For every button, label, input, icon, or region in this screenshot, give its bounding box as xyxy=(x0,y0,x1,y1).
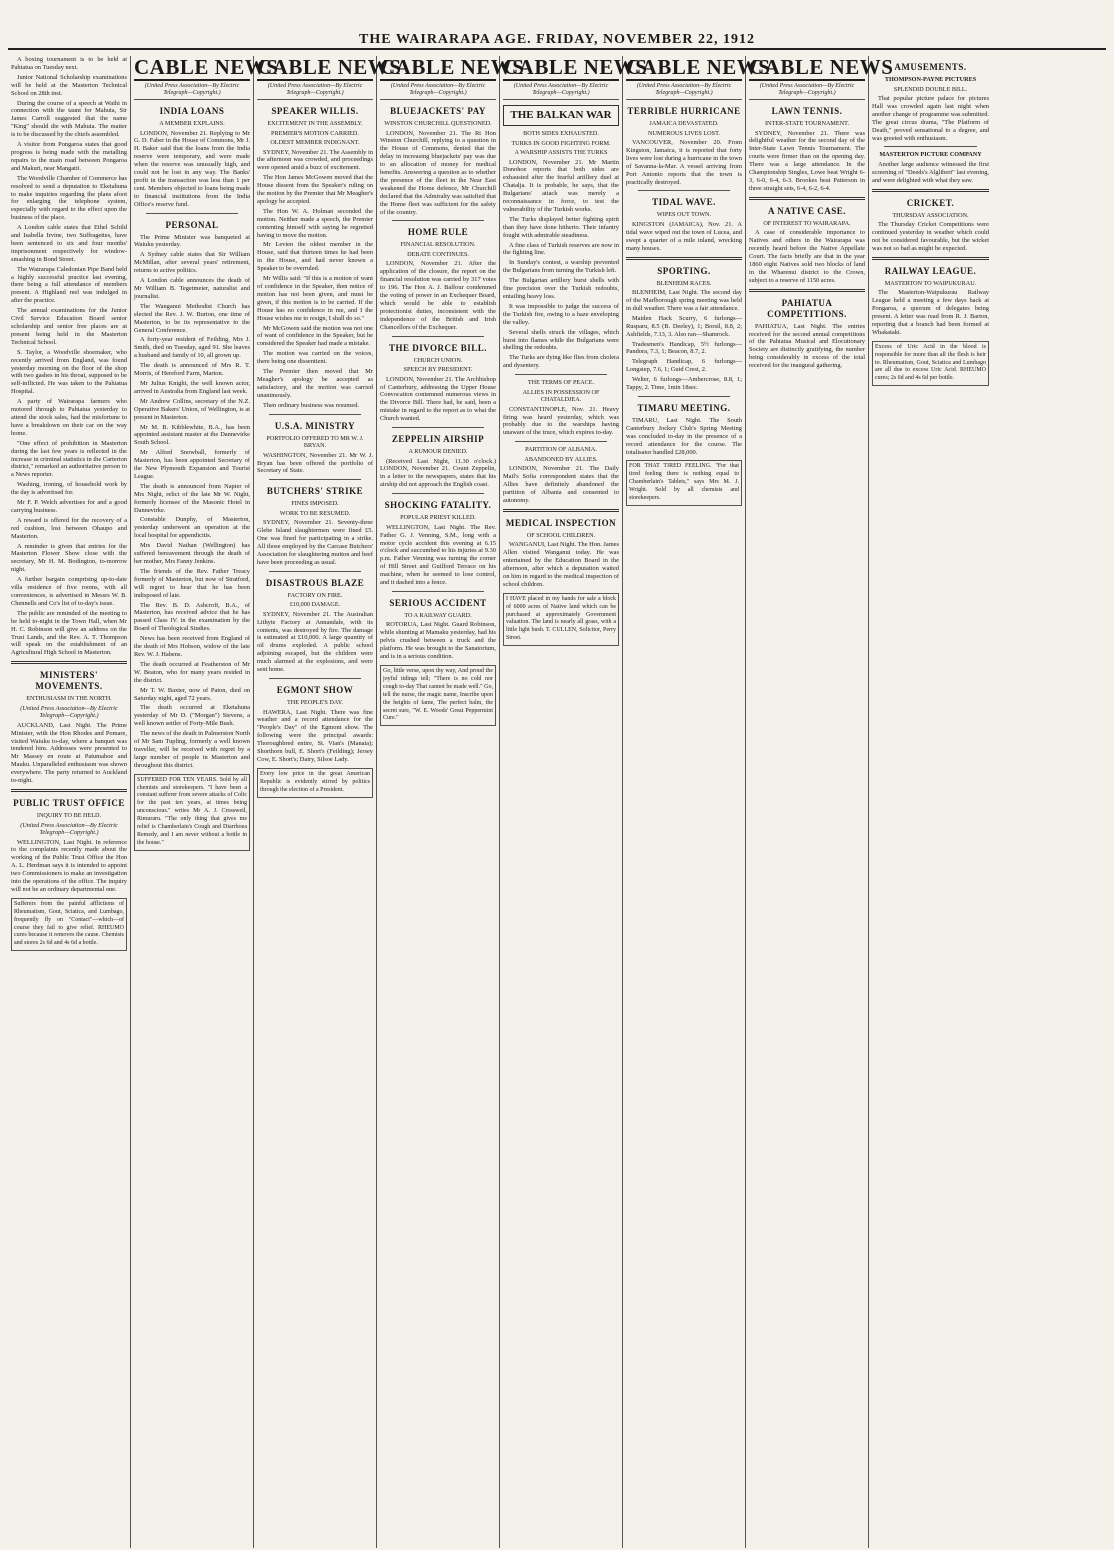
paragraph: Another large audience witnessed the first screening of "Deeds's Alglibert" last evening, and were delighted with what they saw. xyxy=(872,160,989,184)
paragraph: LONDON, November 21. Replying to Mr G. D. Faber in the House of Commons, Mr J. H. Baker said that the loans from the India reserve were temporary, and were made when the reserve was unusually high, and could not be lost in any way. The Banks' profit in the transaction was less than 1 per cent. Members objected to loans being made to financial institutions from the India Office's reserve fund. xyxy=(134,129,250,208)
paragraph: The Wairarapa Caledonian Pipe Band held a highly successful practice last evening, there being a full attendance of members present. A Highland reel was indulged in after the practice. xyxy=(11,265,127,305)
subhead: £10,000 DAMAGE. xyxy=(289,601,341,609)
subhead: JAMAICA DEVASTATED. xyxy=(649,120,719,127)
headline-public-trust: PUBLIC TRUST OFFICE xyxy=(13,798,125,808)
paragraph: Several shells struck the villages, which burst into flames while the Bulgarians were shelling the redoubts. xyxy=(503,328,619,352)
headline-usa-ministry: U.S.A. MINISTRY xyxy=(274,420,356,431)
paragraph: KINGSTON (JAMAICA), Nov. 21. A tidal wave wiped out the town of Lucea, and swept a quarter of a mile inland, wrecking many houses. xyxy=(626,220,742,252)
paragraph: SYDNEY, November 21. Seventy-three Glebe Island slaughtermen were fined £5. One was fined for participating in a strike. All those employed by the Carcase Butchers' Association for slaughtering mutton and beef have been proceeding as usual. xyxy=(257,519,373,566)
paragraph: The motion was carried on the voices, there being one dissentient. xyxy=(257,350,373,366)
divider xyxy=(269,678,361,679)
headline-serious-accident: SERIOUS ACCIDENT xyxy=(389,597,487,608)
masthead-title: THE WAIRARAPA AGE. FRIDAY, NOVEMBER 22, 1912 xyxy=(359,32,755,47)
subhead: BLENHEIM RACES. xyxy=(656,279,712,287)
paragraph: A forty-year resident of Feilding, Mrs J. Smith, died on Tuesday, aged 91. She leaves a husband and family of 10, all grown up. xyxy=(134,336,250,360)
paragraph: PAHIATUA, Last Night. The entries received for the second annual competitions of the Pahiatua Musical and Elocutionary Society are distinctly gratifying, the number being considerably in excess of the total received for the inaugural gathering. xyxy=(749,322,865,370)
divider xyxy=(884,146,977,147)
cable-news-banner: CABLE NEWS xyxy=(134,55,279,79)
paragraph: The death occurred at Eketahuna yesterday of Mr D. ("Morgan") Stevens, a well known settler of Forty-Mile Bush. xyxy=(134,704,250,728)
subhead: TO A RAILWAY GUARD. xyxy=(404,611,472,619)
paragraph: The Turks displayed better fighting spirit than they have done hitherto. Their infantry fought with admirable steadiness. xyxy=(503,215,619,239)
column-8 xyxy=(869,56,992,1548)
paragraph: ROTORUA, Last Night. Guard Robinson, while shunting at Mamaku yesterday, had his pelvis crushed between a truck and the platform. He was brought to the Sanatorium, and is in a serious condition. xyxy=(380,621,496,661)
divider xyxy=(269,571,361,572)
paragraph: In Sunday's contest, a warship prevented the Bulgarians from turning the Turkish left. xyxy=(503,259,619,275)
paragraph: Mr M. B. Kibblewhite, B.A., has been appointed assistant master at the Dannevirke South School. xyxy=(134,423,250,447)
paragraph: Junior National Scholarship examinations will be held at the Masterton Technical School on 28th inst. xyxy=(11,73,127,97)
paragraph: The friends of the Rev. Father Treacy formerly of Masterton, but now of Stratford, will regret to hear that he has been indisposed of late. xyxy=(134,567,250,599)
headline-text: THE BALKAN WAR xyxy=(510,109,612,121)
paragraph: The Premier then moved that Mr Meagher's apology be accepted as satisfactory, and the motion was carried unanimously. xyxy=(257,368,373,399)
subhead: ENTHUSIASM IN THE NORTH. xyxy=(26,695,112,703)
paragraph: Washing, ironing, of household work by the day is advertised for. xyxy=(11,481,127,497)
paragraph: Welter, 6 furlongs—Ambercrose, 8.8, 1; Tappy, 2. Time, 1min 18sec. xyxy=(626,376,742,392)
subhead: THOMPSON-PAYNE PICTURES xyxy=(884,76,977,83)
paragraph: Mr Willis said: "If this is a motion of want of confidence in the Speaker, then notice of motion has not been given, and must be given, if this motion is to be carried. If the House has no confidence in me, and I the House wishes me to resign, I shall do so." xyxy=(257,275,373,322)
subhead: DEBATE CONTINUES. xyxy=(407,250,469,258)
cable-news-banner: CABLE NEWS xyxy=(749,55,894,79)
paragraph: Maiden Hack Scurry, 6 furlongs—Rusparu, 8.5 (B. Deeley), 1; Borsil, 8.8, 2; Ashfields, 7.13, 3. Also ran—Shamrock. xyxy=(626,314,742,338)
subhead: WINSTON CHURCHILL QUESTIONED. xyxy=(384,120,492,127)
headline-bluejackets-pay: BLUEJACKETS' PAY xyxy=(390,106,486,116)
subhead: WORK TO BE RESUMED. xyxy=(279,509,351,517)
paragraph: A reminder is given that entries for the Masterton Flower Show close with the secretary, Mr H. M. Bodington, to-morrow night. xyxy=(11,542,127,574)
subhead: FINANCIAL RESOLUTION. xyxy=(400,241,476,249)
advertisement: Go, little verse, upon thy way, And proud the joyful tidings tell; "There is no cold nor cough to-day That cannot be made well." Go, tell the nurse, the magic name, Inscribe upon the heights of fame, The perfect balm, the secret sure, "W. E. Woods' Great Peppermint Cure." xyxy=(380,665,496,726)
paragraph: The Turks are dying like flies from cholera and dysentery. xyxy=(503,354,619,370)
headline-timaru-meeting: TIMARU MEETING. xyxy=(637,402,731,413)
divider xyxy=(269,414,361,415)
paragraph: TIMARU, Last Night. The South Canterbury Jockey Club's Spring Meeting was concluded to-day in the presence of a record attendance for the course. The totalisator handled £28,000. xyxy=(626,416,742,456)
paragraph: Telegraph Handicap, 6 furlongs—Longstep, 7.6, 1; Guid Crest, 2. xyxy=(626,358,742,374)
paragraph: Mr Julius Knight, the well known actor, arrived in Australia from England last week. xyxy=(134,379,250,395)
credit-line: (United Press Association—By Electric Telegraph—Copyright.) xyxy=(380,83,496,100)
subhead: BOTH SIDES EXHAUSTED. xyxy=(523,130,599,137)
subhead: SPEECH BY PRESIDENT. xyxy=(403,366,473,374)
divider xyxy=(146,213,238,214)
paragraph: A fine class of Turkish reserves are now in the fighting line. xyxy=(503,241,619,257)
advertisement: Every low price in the great American Republic is evidently stirred by politics through the election of a President. xyxy=(257,768,373,798)
credit-line: (United Press Association—By Electric Telegraph—Copyright.) xyxy=(749,83,865,100)
paragraph: SYDNEY, November 21. The Assembly in the afternoon was crowded, and proceedings were opened amid a buzz of excitement. xyxy=(257,148,373,172)
paragraph: It was impossible to judge the success of the Turkish fire, owing to a haze enveloping the valley. xyxy=(503,302,619,326)
headline-terrible-hurricane: TERRIBLE HURRICANE xyxy=(627,106,741,116)
paragraph: LONDON, November 21. The Daily Mail's Sofia correspondent states that the Allies have definitely abandoned the partition of Albania and consented to autonomy. xyxy=(503,465,619,504)
paragraph: LONDON, November 21. Mr Martin Donohoe reports that both sides are exhausted after the fearful artillery duel at Chatalja. It is probable, he says, that the Bulgarians' attack was merely a reconnaissance in force, to test the vulnerability of the Turkish works. xyxy=(503,158,619,213)
paragraph: LONDON, November 21. After the application of the closure, the report on the financial resolution was carried by 317 votes to 196. The Hon A. J. Balfour condemned the voting of power in an Exchequer Board, which would be able to establish protectionist duties, inconsistent with the independence of the British and Irish Chancellors of the Exchequer. xyxy=(380,260,496,331)
headline-speaker-willis: SPEAKER WILLIS. xyxy=(271,106,359,116)
subhead: EXCITEMENT IN THE ASSEMBLY. xyxy=(267,120,363,127)
paragraph: Then ordinary business was resumed. xyxy=(263,401,360,409)
paragraph: The death is announced from Napier of Mrs Night, relict of the late Mr W. Night, formerly licensee of the Masonic Hotel in Dannevirke. xyxy=(134,482,250,514)
paragraph: "One effect of prohibition in Masterton during the last few years is reflected in the increase in criminal statistics in the Carterton district," remarked an authoritative person to a News reporter. xyxy=(11,439,127,479)
subhead: PARTITION OF ALBANIA. xyxy=(525,446,597,454)
divider xyxy=(638,190,730,191)
paragraph: The Woodville Chamber of Commerce has resolved to send a deputation to Eketahuna to make inquiries regarding the plans afoot for enlarging the telephone system, especially with regard to the effect upon the business of the place. xyxy=(11,174,127,222)
credit-line: (United Press Association—By Electric Telegraph—Copyright.) xyxy=(20,821,118,836)
paragraph: The public are reminded of the meeting to be held to-night in the Town Hall, when Mr H. C. Robinson will give an address on the Trust Lands, and the Rev. A. T. Thompson will speak on the establishment of an Agricultural High School in Masterton. xyxy=(11,609,127,657)
advertisement: SUFFERED FOR TEN YEARS. Sold by all chemists and storekeepers. "I have been a constant sufferer from severe attacks of Colic for the past ten years, at times being unconscious." writes Mr A. J. Crossweil, Rimuraru. "The only thing that gives me relief is Chamberlain's Cough and Diarrhoea Remedy, and I am never without a bottle in the house." xyxy=(134,774,250,851)
cable-news-banner: CABLE NEWS xyxy=(626,55,771,79)
paragraph: Mr McGowen said the motion was not one of want of confidence in the Speaker, but he considered the Speaker had made a mistake. xyxy=(257,324,373,348)
credit-line: (United Press Association—By Electric Telegraph—Copyright.) xyxy=(626,83,742,100)
headline-lawn-tennis: LAWN TENNIS. xyxy=(771,106,843,116)
divider xyxy=(11,789,127,792)
divider xyxy=(626,257,742,260)
paragraph: The Wanganui Methodist Church has elected the Rev. J. W. Burton, one time of Masterton, to be its representative to the General Conference. xyxy=(134,302,250,334)
headline-personal: PERSONAL xyxy=(165,219,219,230)
paragraph: Mr Alfred Snowball, formerly of Masterton, has been appointed Secretary of the New Plymouth Expansion and Tourist League. xyxy=(134,449,250,480)
divider xyxy=(392,493,484,494)
paragraph: A party of Wairarapa farmers who motored through to Pahiatua yesterday to attend the stock sales, had the misfortune to have a breakdown on their car on the way home. xyxy=(11,398,127,437)
subhead: THURSDAY ASSOCIATION. xyxy=(892,211,969,219)
subhead: PREMIER'S MOTION CARRIED. xyxy=(271,129,359,137)
subhead: A WARSHIP ASSISTS THE TURKS xyxy=(514,149,608,156)
headline-zeppelin: ZEPPELIN AIRSHIP xyxy=(391,434,485,445)
subhead: NUMEROUS LIVES LOST. xyxy=(648,129,720,137)
paragraph: During the course of a speech at Waihi in connection with the taunt for Mahuta, Sir James Carroll suggested that the name "King" should die with Mahuta. The matter is to be discussed by the chiefs assembled. xyxy=(11,99,127,139)
advertisement: I HAVE placed in my hands for sale a block of 6000 acres of Native land which can be purchased at approximately Government valuation. The land is nearly all grass, with a little light bush. T. CULLEN, Solicitor, Perry Street. xyxy=(503,593,619,646)
paragraph: SYDNEY, November 21. The Australian Lithyte Factory at Annandale, with its contents, was destroyed by fire. The damage is estimated at £10,000. A large quantity of oil drums exploded. A public school adjoining escaped, but the children were much alarmed at the explosions, and were sent home. xyxy=(257,610,373,674)
paragraph: The Masterton-Waipukurau Railway League held a meeting a few days back at Pongaroa, a quorum of delegates being present. A letter was read from R. J. Barton, reporting that a branch had been formed at Whakataki. xyxy=(872,289,989,336)
divider xyxy=(503,509,619,512)
subhead: SPLENDID DOUBLE BILL. xyxy=(893,85,968,93)
subhead: CHURCH UNION. xyxy=(413,356,463,364)
paragraph: Mr Andrew Collins, secretary of the N.Z. Operative Bakers' Union, of Wellington, is at present in Masterton. xyxy=(134,397,250,421)
paragraph: Mrs David Nathan (Wellington) has suffered bereavement through the death of her mother, Mrs Fanny Jenkins. xyxy=(134,542,250,565)
divider xyxy=(872,257,989,260)
divider xyxy=(269,479,361,480)
column-2 xyxy=(131,55,279,1548)
column-7 xyxy=(746,55,894,1548)
column-1 xyxy=(8,56,131,1548)
paragraph: WELLINGTON, Last Night. In reference to the complaints recently made about the working of the Public Trust Office the Hon A. L. Herdman says it is intended to appoint two Commissioners to make an investigation into the operations of the office. The inquiry will not be an ordinary departmental one. xyxy=(11,838,127,893)
headline-cricket: CRICKET. xyxy=(906,197,955,208)
headline-tidal-wave: TIDAL WAVE. xyxy=(652,197,716,208)
subhead: THE TERMS OF PEACE. xyxy=(527,379,595,387)
paragraph: News has been received from England of the death of Mrs Hobson, widow of the late Rev. W. J. Habens. xyxy=(134,635,250,658)
headline-balkan-war xyxy=(503,105,619,126)
paragraph: The Hon James McGowen moved that the House dissent from the Speaker's ruling on the motion by the Premier that Mr Meagher's apology be accepted. xyxy=(257,174,373,205)
headline-egmont-show: EGMONT SHOW xyxy=(276,685,354,695)
paragraph: A visitor from Pongaroa states that good progress is being made with the metalling repairs to the main road between Pongaroa and Makuri, near Mangatii. xyxy=(11,141,127,172)
paragraph: VANCOUVER, November 20. From Kingston, Jamaica, it is reported that forty lives were lost during a hurricane in the town of Savanna-la-Mar. A vessel arriving from Port Antonio reports that the town is practically destroyed. xyxy=(626,139,742,186)
headline-ministers: MINISTERS' MOVEMENTS. xyxy=(35,670,103,692)
divider xyxy=(515,441,607,442)
paragraph: Tradesmen's Handicap, 5½ furlongs—Pandora, 7.3, 1; Beacon, 8.7, 2. xyxy=(626,340,742,356)
subhead: A RUMOUR DENIED. xyxy=(408,448,468,456)
paragraph: LONDON, November 21. The Archbishop of Canterbury, addressing the Upper House Convocation contemned numerous views in the Divorce Bill. There had, he said, been a mistake in regard to the report as to what the Church wanted. xyxy=(380,375,496,423)
paragraph: CONSTANTINOPLE, Nov. 21. Heavy firing was heard yesterday, which was probably due to the warships having unaware of the truce, which expires to-day. xyxy=(503,405,619,437)
headline-native-case: A NATIVE CASE. xyxy=(767,205,847,216)
divider xyxy=(515,374,607,375)
divider xyxy=(392,220,484,221)
paragraph: That popular picture palace for pictures Hall was crowded again last night when another change of programme was submitted. The great circus drama, "The Platform of Death," proved sensational to a degree, and was greeted with enthusiasm. xyxy=(872,95,989,142)
paragraph: HAWERA, Last Night. There was fine weather and a record attendance for the "People's Day" of the Egmont show. The following were the principal awards: Thoroughbred entire, St. Vian's (Manaia); Shorthorn bull, E. Short's (Feilding); Jersey Cow, E. Short's; Dairy, Silsoe Lady. xyxy=(257,708,373,763)
divider xyxy=(392,427,484,428)
subhead: TURKS IN GOOD FIGHTING FORM. xyxy=(511,139,611,147)
paragraph: BLENHEIM, Last Night. The second day of the Marlborough spring meeting was held in dull weather. There was a fair attendance. xyxy=(626,289,742,312)
headline-shocking-fatality: SHOCKING FATALITY. xyxy=(384,500,492,511)
headline-divorce-bill: THE DIVORCE BILL. xyxy=(388,342,488,353)
masthead xyxy=(8,8,1106,50)
headline-railway-league: RAILWAY LEAGUE. xyxy=(884,265,977,276)
paragraph: A further bargain comprising up-to-date villa residence of five rooms, with all conveniences, is advertised in Messrs W. B. Chennells and Co's list of to-day's issue. xyxy=(11,576,127,607)
paragraph: The death occurred at Featherston of Mr W. Beaton, who for many years resided in the district. xyxy=(134,660,250,684)
subhead: INQUIRY TO BE HELD. xyxy=(36,812,102,819)
paragraph: A boxing tournament is to be held at Pahiatua on Tuesday next. xyxy=(11,56,127,71)
cable-news-banner: CABLE NEWS xyxy=(380,55,525,79)
headline-pahiatua-competitions: PAHIATUA COMPETITIONS. xyxy=(767,297,847,319)
column-6 xyxy=(623,55,771,1548)
paragraph: A reward is offered for the recovery of a red cushion, lost between Ohaupo and Masterton. xyxy=(11,516,127,540)
column-5 xyxy=(500,55,648,1548)
credit-line: (United Press Association—By Electric Telegraph—Copyright.) xyxy=(20,704,118,720)
paragraph: The Thursday Cricket Competitions were continued yesterday in weather which could not be considered favourable, but the wicket was not so bad as might be expected. xyxy=(872,221,989,252)
divider xyxy=(392,336,484,337)
cable-news-banner: CABLE NEWS xyxy=(503,55,648,79)
divider xyxy=(392,591,484,592)
paragraph: AUCKLAND, Last Night. The Prime Minister, with the Hon Rhodes and Pomare, visited Waiuku to-day, where a banquet was tendered him. Addresses were presented to Mr Massey en route at Patumahoe and Mauku. Unparalleled enthusiasm was shown everywhere. The party returned to Auckland to-night. xyxy=(11,721,127,785)
divider xyxy=(749,289,865,292)
paragraph: SYDNEY, November 21. There was delightful weather for the second day of the Inter-State Lawn Tennis Tournament. The courts were firmer than on the opening day. There was a large attendance. In the Championship Singles, Lowe beat Wright 6-3, 6-0, 6-4, 6-3. Brookes beat Patterson in three straight sets, 6-4, 6-2, 6-4. xyxy=(749,129,865,192)
subhead: POPULAR PRIEST KILLED. xyxy=(400,514,476,522)
subhead: MASTERTON TO WAIPUKURAU. xyxy=(884,279,977,287)
credit-line: (United Press Association—By Electric Telegraph—Copyright.) xyxy=(134,83,250,100)
columns xyxy=(8,56,1106,1548)
paragraph: S. Taylor, a Woodville shoemaker, who recently arrived from England, was found yesterday morning on the floor of the shop with two gashes in his throat, supposed to be self-inflicted. He was taken to the Pahiatua Hospital. xyxy=(11,348,127,396)
subhead: FACTORY ON FIRE. xyxy=(287,591,343,599)
column-3 xyxy=(254,55,402,1548)
paragraph: The Prime Minister was banqueted at Waiuku yesterday. xyxy=(134,233,250,249)
paragraph: A Sydney cable states that Sir William McMillan, after several years' retirement, returns to active politics. xyxy=(134,251,250,275)
advertisement: FOR THAT TIRED FEELING. "For that tired feeling there is nothing equal to Chamberlain's Tablets," says Mrs M. J. Wright. Sold by all chemists and storekeepers. xyxy=(626,460,742,506)
headline-disastrous-blaze: DISASTROUS BLAZE xyxy=(265,577,365,588)
paragraph: WELLINGTON, Last Night. The Rev. Father G. J. Venning, S.M., long with a motor cycle accident this evening at 6.15 o'clock and succumbed to his injuries at 9.30 p.m. Father Venning was turning the corner of Hill Street and Guilford Terrace on his machine, when he seemed to lose control, and it dashed into a fence. xyxy=(380,523,496,587)
paragraph: A London cable states that Ethel Schild and Isabella Irvine, two Suffragettes, have been sentenced to six and four months' imprisonment respectively for window-smashing in Bond Street. xyxy=(11,224,127,263)
headline-sporting: SPORTING. xyxy=(657,265,711,276)
column-4 xyxy=(377,55,525,1548)
paragraph: The Rev. B. D. Ashcroft, B.A., of Masterton, has received advice that he has passed Class IV. in the examination by the Board of Theological Studies. xyxy=(134,601,250,633)
headline-india-loans: INDIA LOANS xyxy=(159,106,225,116)
paragraph: The news of the death in Palmerston North of Mr Sam Tupling, formerly a well known traveller, will be received with regret by a large number of people in Masterton and throughout this district. xyxy=(134,730,250,769)
divider xyxy=(872,189,989,192)
paragraph: The death is announced of Mrs R. T. Morris, of Hereford Farm, Marton. xyxy=(134,362,250,378)
credit-line: (United Press Association—By Electric Telegraph—Copyright.) xyxy=(503,83,619,100)
paragraph: WANGANUI, Last Night. The Hon. James Allen visited Wanganui today. He was entertained by the Education Board in the afternoon, after which a deputation waited on him in regard to the medical inspection of school children. xyxy=(503,541,619,588)
paragraph: A case of considerable importance to Natives and others in the Wairarapa was recently heard before the Native Appellate Court. The facts briefly are that in the year 1860 eight Natives sold two blocks of land in the Wharenui district to the Crown, subject to a reserve of 1150 acres. xyxy=(749,229,865,284)
subhead: WIPES OUT TOWN. xyxy=(656,211,712,219)
subhead: ALLIES IN POSSESSION OF CHATALDJEA. xyxy=(522,388,600,404)
headline-medical-inspection: MEDICAL INSPECTION xyxy=(505,517,617,528)
subhead: PORTFOLIO OFFERED TO MR W. J. BRYAN. xyxy=(266,434,364,450)
subhead: OF SCHOOL CHILDREN. xyxy=(526,531,596,539)
advertisement: Excess of Uric Acid in the blood is responsible for more than all the flesh is heir to. Rheumatism, Gout, Sciatica and Lumbago are all due to excess Uric Acid. RHEUMO cures; 2s 6d and 4s 6d per bottle. xyxy=(872,341,989,387)
divider xyxy=(11,661,127,664)
headline-butchers-strike: BUTCHERS' STRIKE xyxy=(266,486,364,497)
subhead: MASTERTON PICTURE COMPANY xyxy=(879,151,982,159)
subhead: OF INTEREST TO WAIRARAPA. xyxy=(763,219,851,227)
paragraph: Constable Dunphy, of Masterton, yesterday underwent an operation at the local hospital for appendicitis. xyxy=(134,516,250,540)
cable-news-banner: CABLE NEWS xyxy=(257,55,402,79)
headline-home-rule: HOME RULE xyxy=(407,227,469,238)
paragraph: Mr Levien the oldest member in the House, said that thirteen times he had been in the House, and had never known a Speaker to be overruled. xyxy=(257,241,373,273)
paragraph: Mr F. P. Welch advertises for and a good carrying business. xyxy=(11,499,127,514)
advertisement: Sufferers from the painful afflictions of Rheumatism, Gout, Sciatica, and Lumbago, frequently fly on "Contact"—which—of course they fail to give relief. RHEUMO cures because it removes the cause. Chemists and stores 2s 6d and 4s 6d a bottle. xyxy=(11,898,127,951)
divider xyxy=(749,197,865,200)
paragraph: LONDON, November 21. The Rt Hon Winston Churchill, replying to a question in the House of Commons, denied that the delay in increasing bluejackets' pay was due to an allocation of money for medical benefits. Answering a question as to whether the presence of the fleet in the Near East weakened the Home defence, Mr Churchill declared that the Admiralty was satisfied that the Home fleet was sufficient for the safety of the country. xyxy=(380,129,496,216)
paragraph: The Bulgarian artillery burst shells with fine precision over the Turkish redoubts, entailing heavy loss. xyxy=(503,277,619,300)
subhead: FINES IMPOSED. xyxy=(291,500,339,508)
subhead: ABANDONED BY ALLIES. xyxy=(524,455,598,463)
paragraph: (Received Last Night, 11.30 o'clock.) LONDON, November 21. Count Zeppelin, in a letter to the newspapers, states that his airship did not approach the English coast. xyxy=(380,457,496,489)
paragraph: The annual examinations for the Junior Civil Service Education Board senior scholarship and senior free places are at present being held in the Masterton Technical School. xyxy=(11,307,127,346)
divider xyxy=(638,396,730,397)
headline-amusements: AMUSEMENTS. xyxy=(894,62,967,72)
subhead: A MEMBER EXPLAINS. xyxy=(159,120,225,127)
paragraph: Mr T. W. Baxter, now of Paton, died on Saturday night, aged 72 years. xyxy=(134,686,250,702)
credit-line: (United Press Association—By Electric Telegraph—Copyright.) xyxy=(257,83,373,100)
subhead: THE PEOPLE'S DAY. xyxy=(287,699,343,706)
subhead: OLDEST MEMBER INDIGNANT. xyxy=(270,139,360,146)
subhead: INTER-STATE TOURNAMENT. xyxy=(764,120,850,127)
paragraph: The Hon W. A. Holman seconded the motion. Neither made a speech, the Premier contenting himself with saying he regretted having to move the motion. xyxy=(257,207,373,239)
paragraph: WASHINGTON, November 21. Mr W. J. Bryan has been offered the portfolio of Secretary of State. xyxy=(257,451,373,475)
paragraph: A London cable announces the death of Mr William B. Tegetmeier, naturalist and journalist. xyxy=(134,277,250,300)
